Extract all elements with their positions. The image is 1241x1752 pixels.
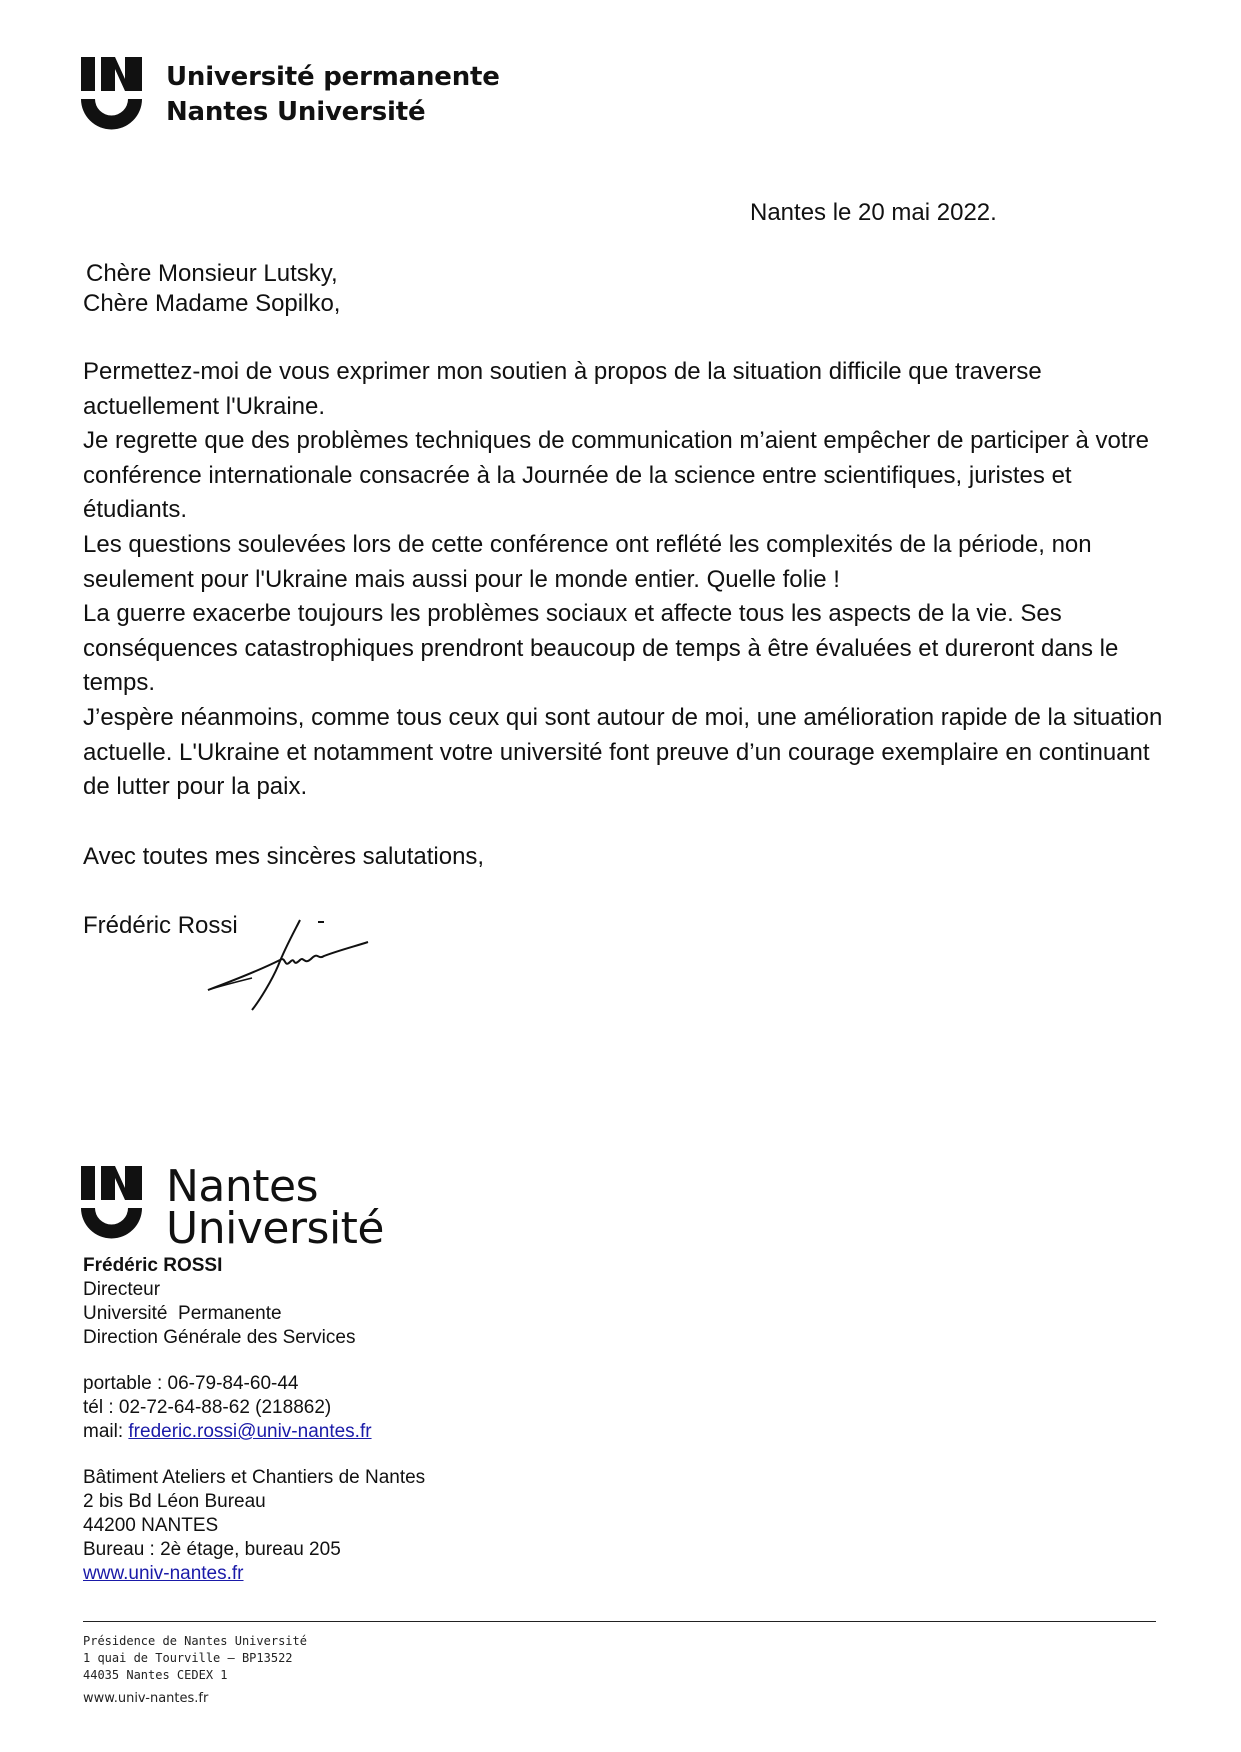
card-building: Bâtiment Ateliers et Chantiers de Nantes	[83, 1467, 426, 1488]
letter-body	[83, 355, 1173, 805]
card-title: Directeur	[83, 1279, 161, 1300]
card-mail-row	[83, 1420, 425, 1444]
header-brand-line-1: Université permanente	[166, 62, 500, 92]
header-brand-line-2: Nantes Université	[166, 97, 426, 127]
paragraph: J’espère néanmoins, comme tous ceux qui sont autour de moi, une amélioration rapide de la situation actuelle. L'Ukraine et notamment votre université font preuve d’un courage exemplaire en continuant de lutter pour la paix.	[83, 703, 1163, 801]
card-mobile: portable : 06-79-84-60-44	[83, 1373, 299, 1394]
card-direction: Direction Générale des Services	[83, 1327, 356, 1348]
salutation-2: Chère Madame Sopilko,	[83, 290, 341, 317]
paragraph: Je regrette que des problèmes techniques de communication m’aient empêcher de participer à votre conférence internationale consacrée à la Journée de la science entre scientifiques, juristes et étudiants.	[83, 427, 1149, 524]
paragraph: Les questions soulevées lors de cette conférence ont reflété les complexités de la période, non seulement pour l'Ukraine mais aussi pour le monde entier. Quelle folie !	[83, 530, 1092, 593]
footer-line-2: 1 quai de Tourville — BP13522	[83, 1651, 293, 1665]
card-office: Bureau : 2è étage, bureau 205	[83, 1539, 341, 1560]
spacer	[83, 1350, 425, 1372]
handwritten-signature	[200, 918, 380, 1023]
card-street: 2 bis Bd Léon Bureau	[83, 1491, 266, 1512]
card-phone: tél : 02-72-64-88-62 (218862)	[83, 1397, 332, 1418]
footer-brand-word-2: Université	[166, 1203, 384, 1254]
card-unit: Université Permanente	[83, 1303, 282, 1324]
email-link[interactable]: frederic.rossi@univ-nantes.fr	[128, 1421, 372, 1442]
paragraph: Permettez-moi de vous exprimer mon soutien à propos de la situation difficile que traverse actuellement l'Ukraine.	[83, 358, 1042, 420]
card-name: Frédéric ROSSI	[83, 1255, 223, 1276]
letter-date: Nantes le 20 mai 2022.	[750, 199, 997, 226]
closing-line: Avec toutes mes sincères salutations,	[83, 843, 485, 870]
website-link[interactable]: www.univ-nantes.fr	[83, 1563, 244, 1584]
page-footer	[83, 1633, 307, 1707]
footer-website: www.univ-nantes.fr	[83, 1691, 209, 1706]
footer-brand-word-1: Nantes	[166, 1161, 319, 1212]
spacer	[83, 1444, 425, 1466]
contact-card	[83, 1254, 425, 1586]
salutation-1: Chère Monsieur Lutsky,	[86, 260, 338, 287]
card-city: 44200 NANTES	[83, 1515, 219, 1536]
footer-line-1: Présidence de Nantes Université	[83, 1634, 307, 1648]
paragraph: La guerre exacerbe toujours les problèmes sociaux et affecte tous les aspects de la vie. Ses conséquences catastrophiques prendront beaucoup de temps à être évaluées et dureront dans le temps.	[83, 600, 1119, 697]
mail-label: mail:	[83, 1421, 129, 1442]
footer-line-3: 44035 Nantes CEDEX 1	[83, 1668, 228, 1682]
nantes-universite-footer-logo-icon	[81, 1166, 145, 1243]
nantes-universite-logo-icon	[81, 57, 145, 134]
signer-name: Frédéric Rossi	[83, 912, 238, 939]
footer-divider	[83, 1621, 1156, 1622]
